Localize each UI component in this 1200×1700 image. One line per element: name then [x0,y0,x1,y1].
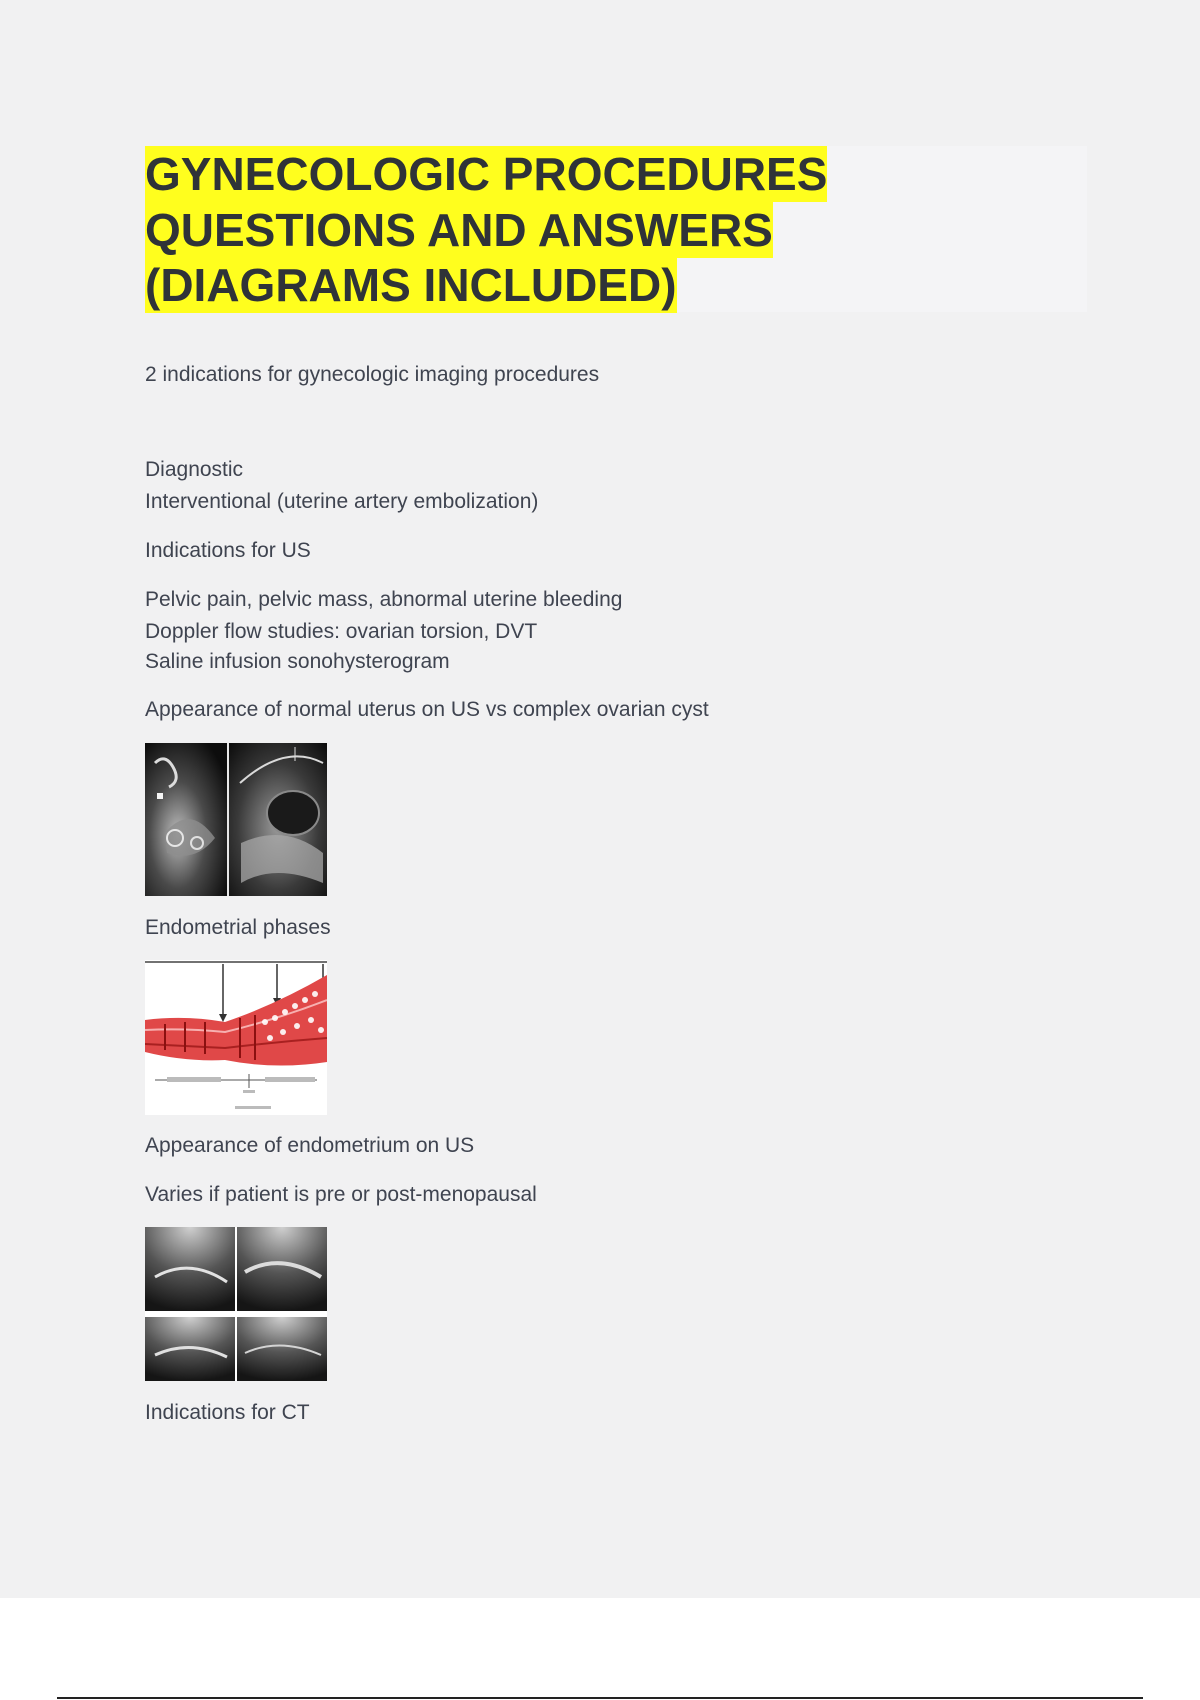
answer-pre-post-menopausal: Varies if patient is pre or post-menopausal [145,1183,537,1206]
answer-line-pelvic-pain: Pelvic pain, pelvic mass, abnormal uterine bleeding [145,588,623,611]
endometrial-phases-diagram [145,960,327,1115]
answer-line-interventional: Interventional (uterine artery embolization) [145,490,539,513]
question-us-indications: Indications for US [145,539,311,562]
answer-line-doppler: Doppler flow studies: ovarian torsion, DVT [145,620,538,643]
footer-divider [57,1697,1143,1699]
question-gyn-imaging-indications: 2 indications for gynecologic imaging procedures [145,363,600,386]
ultrasound-uterus-cyst-graphic [145,743,327,896]
document-title-line-2: QUESTIONS AND ANSWERS [145,204,773,256]
endometrial-phases-graphic [145,960,327,1115]
document-title-line-1: GYNECOLOGIC PROCEDURES [145,148,828,200]
endometrium-ultrasound-graphic [145,1227,327,1381]
endometrium-ultrasound-panel [145,1227,327,1381]
question-endometrial-phases: Endometrial phases [145,916,331,939]
document-title-line-3: (DIAGRAMS INCLUDED) [145,259,677,311]
ultrasound-uterus-cyst-image [145,743,327,896]
question-uterus-vs-cyst: Appearance of normal uterus on US vs complex ovarian cyst [145,698,709,721]
answer-line-diagnostic: Diagnostic [145,458,244,481]
answer-line-sonohysterogram: Saline infusion sonohysterogram [145,650,450,673]
question-endometrium-appearance: Appearance of endometrium on US [145,1134,475,1157]
question-ct-indications: Indications for CT [145,1401,310,1424]
